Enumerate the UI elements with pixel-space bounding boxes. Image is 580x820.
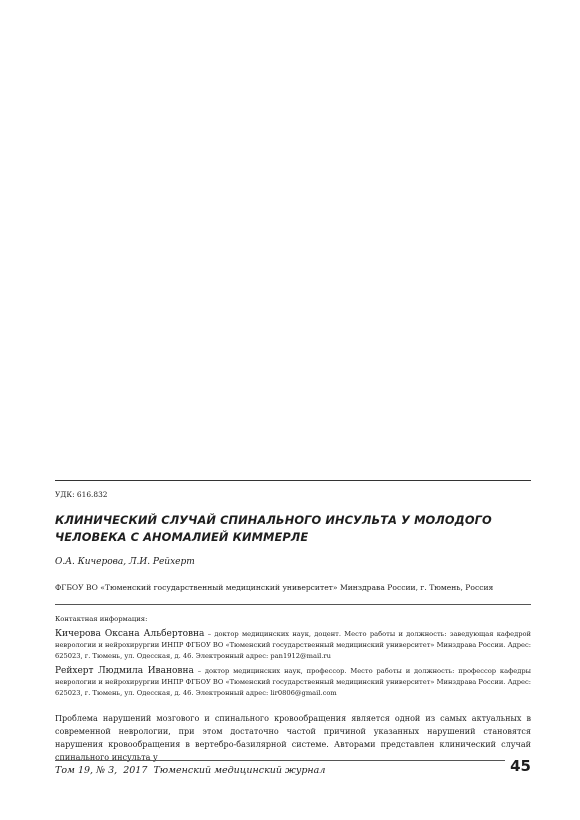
contact-heading: Контактная информация: xyxy=(55,615,148,623)
footer-divider xyxy=(55,760,505,761)
contact-details: – доктор медицинских наук, профессор. Место работы и должность: профессор кафедры неврологии и нейрохирургии ИНПР ФГБОУ ВО «Тюменский государственный медицинский университет» Минздрава России. Адрес: 625023, г. Тюмень, ул. Одесская, д. 46. Электронный адрес: lir0806@gmail.com xyxy=(55,667,531,697)
article-title xyxy=(55,512,531,545)
contact-details: – доктор медицинских наук, доцент. Место работы и должность: заведующая кафедрой неврологии и нейрохирургии ИНПР ФГБОУ ВО «Тюменский государственный медицинский университет» Минздрава России. Адрес: 625023, г. Тюмень, ул. Одесская, д. 46. Электронный адрес: pan1912@mail.ru xyxy=(55,630,531,660)
contact-name: Кичерова Оксана Альбертовна xyxy=(55,629,205,639)
abstract-text: Проблема нарушений мозгового и спинального кровообращения является одной из самых актуальных в современной неврологии, при этом достаточно частой причиной указанных нарушений становятся нарушения кровообращения в вертебро-базилярной системе. Авторами представлен клинический случай спинального инсульта у xyxy=(55,714,531,762)
journal-volume: Том 19, № 3, xyxy=(55,765,118,776)
contact-entry xyxy=(55,629,531,661)
contact-name: Рейхерт Людмила Ивановна xyxy=(55,666,194,676)
article-title-line-1: КЛИНИЧЕСКИЙ СЛУЧАЙ СПИНАЛЬНОГО ИНСУЛЬТА У МОЛОДОГО xyxy=(55,513,492,527)
article-authors: О.А. Кичерова, Л.И. Рейхерт xyxy=(55,557,195,567)
udk-code: УДК: 616.832 xyxy=(55,490,108,499)
journal-footer xyxy=(55,765,325,776)
journal-name: Тюменский медицинский журнал xyxy=(153,765,326,776)
contact-entry xyxy=(55,666,531,698)
top-divider xyxy=(55,480,531,481)
affiliation-divider xyxy=(55,604,531,605)
article-title-line-2: ЧЕЛОВЕКА С АНОМАЛИЕЙ КИММЕРЛЕ xyxy=(55,529,309,544)
page-number: 45 xyxy=(510,757,531,775)
author-affiliation: ФГБОУ ВО «Тюменский государственный медицинский университет» Минздрава России, г. Тюмень, Россия xyxy=(55,583,494,592)
journal-year: 2017 xyxy=(123,765,148,776)
